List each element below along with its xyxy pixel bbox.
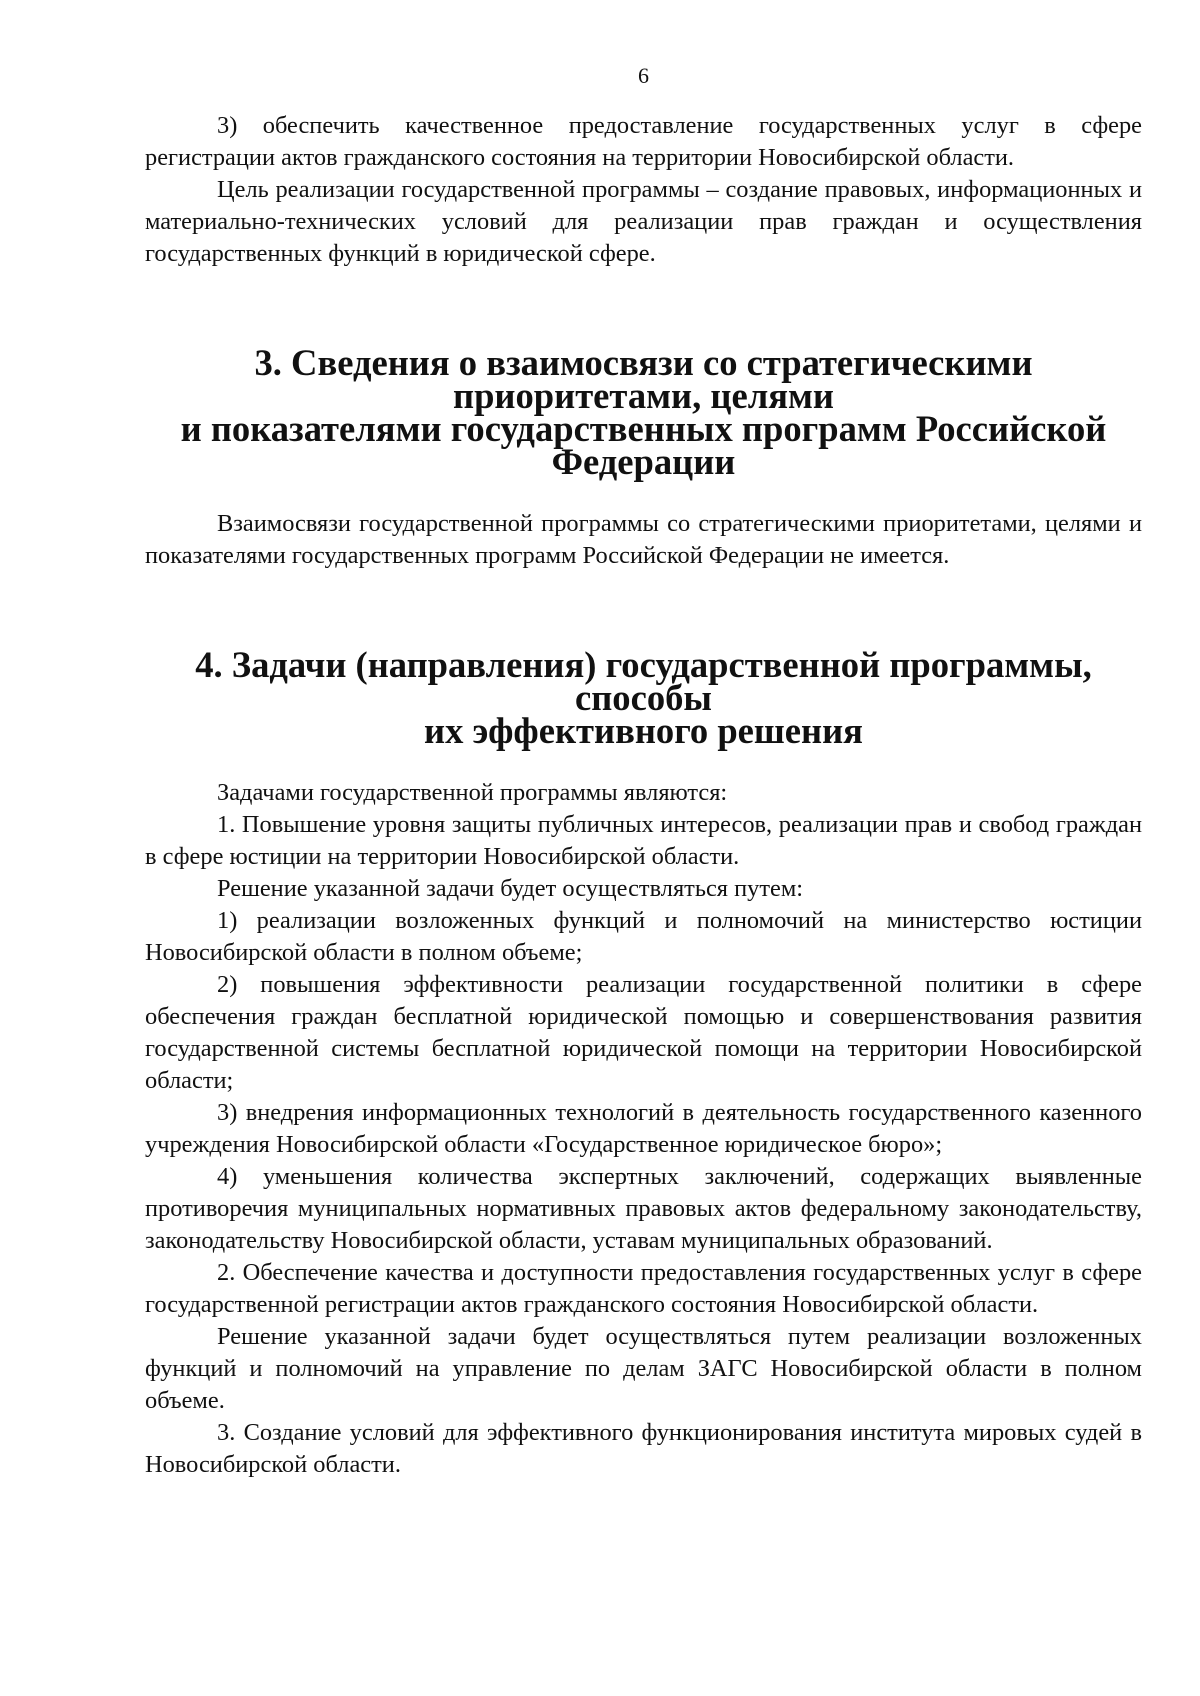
paragraph: Задачами государственной программы являются: — [217, 779, 728, 806]
section-4 — [145, 644, 1142, 1481]
spacer — [145, 572, 1142, 648]
paragraph: Взаимосвязи государственной программы со стратегическими приоритетами, целями и показателями государственных программ Российской Федерации не имеется. — [145, 510, 1142, 569]
paragraph: Цель реализации государственной программы – создание правовых, информационных и материально-технических условий для реализации прав граждан и осуществления государственных функций в юридической сфере. — [145, 176, 1142, 267]
paragraph: 3) обеспечить качественное предоставление государственных услуг в сфере регистрации актов гражданского состояния на территории Новосибирской области. — [145, 112, 1142, 171]
list-item: 2) повышения эффективности реализации государственной политики в сфере обеспечения граждан бесплатной юридической помощью и совершенствования развития государственной системы бесплатной юридической помощи на территории Новосибирской области; — [145, 971, 1142, 1094]
section-heading-line: 4. Задачи (направления) государственной программы, способы — [195, 644, 1092, 718]
numbered-task: 2. Обеспечение качества и доступности предоставления государственных услуг в сфере государственной регистрации актов гражданского состояния Новосибирской области. — [145, 1259, 1142, 1318]
paragraph: Решение указанной задачи будет осуществляться путем реализации возложенных функций и полномочий на управление по делам ЗАГС Новосибирской области в полном объеме. — [145, 1323, 1142, 1414]
section-heading — [145, 644, 1142, 751]
paragraph: Решение указанной задачи будет осуществляться путем: — [217, 875, 804, 902]
section-heading-line: и показателями государственных программ Российской Федерации — [180, 408, 1107, 482]
numbered-task: 3. Создание условий для эффективного функционирования института мировых судей в Новосибирской области. — [145, 1419, 1142, 1478]
page-number: 6 — [638, 63, 649, 88]
numbered-task: 1. Повышение уровня защиты публичных интересов, реализации прав и свобод граждан в сфере юстиции на территории Новосибирской области. — [145, 811, 1142, 870]
spacer — [145, 747, 1142, 777]
intro-block — [145, 110, 1142, 270]
spacer — [145, 270, 1142, 346]
section-heading-line: 3. Сведения о взаимосвязи со стратегическими приоритетами, целями — [254, 342, 1033, 416]
list-item: 3) внедрения информационных технологий в деятельность государственного казенного учреждения Новосибирской области «Государственное юридическое бюро»; — [145, 1099, 1142, 1158]
section-heading-line: их эффективного решения — [424, 710, 863, 751]
section-heading — [145, 342, 1142, 482]
list-item: 1) реализации возложенных функций и полномочий на министерство юстиции Новосибирской области в полном объеме; — [145, 907, 1142, 966]
list-item: 4) уменьшения количества экспертных заключений, содержащих выявленные противоречия муниципальных нормативных правовых актов федеральному законодательству, законодательству Новосибирской области, уставам муниципальных образований. — [145, 1163, 1142, 1254]
section-3 — [145, 342, 1142, 572]
spacer — [145, 478, 1142, 508]
